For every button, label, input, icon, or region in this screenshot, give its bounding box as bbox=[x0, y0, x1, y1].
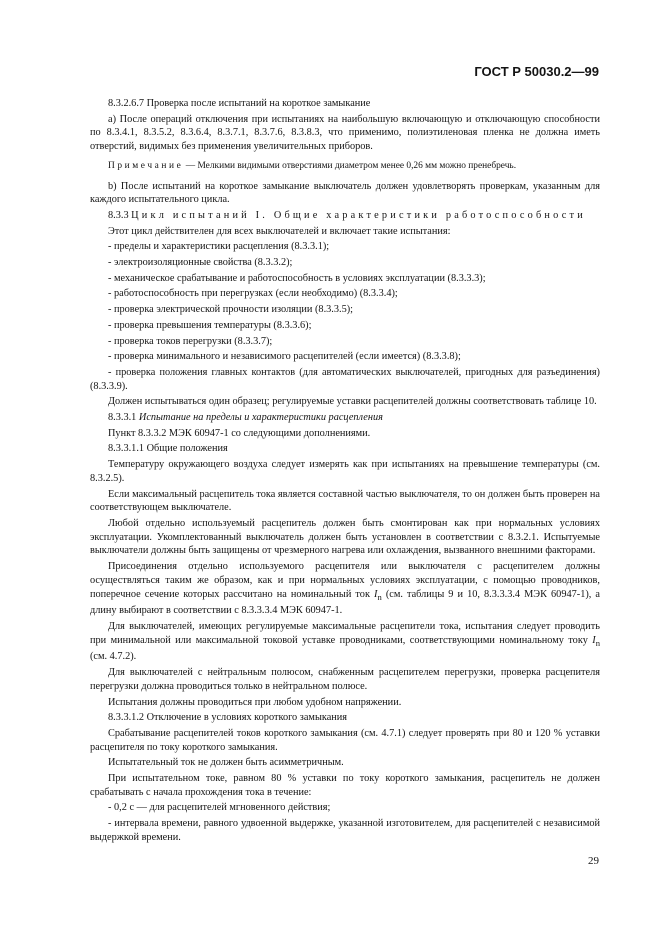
list-item: - 0,2 с — для расцепителей мгновенного действия; bbox=[108, 802, 331, 814]
list-item: - работоспособность при перегрузках (если необходимо) (8.3.3.4); bbox=[108, 288, 398, 300]
document-body bbox=[90, 97, 600, 847]
section-heading: 8.3.2.6.7 Проверка после испытаний на короткое замыкание bbox=[108, 98, 371, 109]
paragraph: Для выключателей, имеющих регулируемые максимальные расцепители тока, испытания следует проводить при минимальной или максимальной токовой уставке проводниками, соответствующими номинальному току $I_n$ (см. 4.7.2). bbox=[90, 620, 600, 663]
section-heading: 8.3.3.1.2 Отключение в условиях короткого замыкания bbox=[108, 712, 348, 724]
list-item: - интервала времени, равного удвоенной выдержке, указанной изготовителем, для расцепителей с независимой выдержкой времени. bbox=[90, 818, 600, 843]
paragraph: Любой отдельно используемый расцепитель должен быть смонтирован как при нормальных условиях эксплуатации. Укомплектованный выключатель должен быть установлен в соответствии с 8.3.2.1. Испытуемые выключатели должны быть защищены от чрезмерного нагрева или охлаждения, вызванного внешними факторами. bbox=[90, 517, 600, 557]
list-item: - проверка положения главных контактов (для автоматических выключателей, пригодных для разъединения) (8.3.3.9). bbox=[90, 366, 600, 392]
section-title: Испытание на пределы и характеристики расцепления bbox=[138, 412, 383, 424]
paragraph: Должен испытываться один образец; регулируемые уставки расцепителей должны соответствовать таблице 10. bbox=[108, 396, 597, 408]
current-symbol: I bbox=[592, 634, 596, 646]
list-item: - проверка токов перегрузки (8.3.3.7); bbox=[108, 335, 273, 347]
paragraph: Этот цикл действителен для всех выключателей и включает такие испытания: bbox=[108, 225, 451, 237]
list-item: - проверка минимального и независимого расцепителей (если имеется) (8.3.3.8); bbox=[108, 351, 461, 363]
section-heading bbox=[90, 411, 600, 425]
current-subscript: n bbox=[377, 591, 382, 602]
list-item: - проверка превышения температуры (8.3.3.6); bbox=[108, 319, 312, 331]
paragraph: Температуру окружающего воздуха следует измерять как при испытаниях на превышение температуры (см. 8.3.2.5). bbox=[90, 459, 600, 484]
section-number: 8.3.3.1 bbox=[108, 412, 137, 424]
note bbox=[90, 160, 600, 174]
note-text: — Мелкими видимыми отверстиями диаметром менее 0,26 мм можно пренебречь. bbox=[183, 160, 517, 171]
current-subscript: n bbox=[595, 637, 600, 648]
list-item: - проверка электрической прочности изоляции (8.3.3.5); bbox=[108, 304, 354, 316]
paragraph: При испытательном токе, равном 80 % уставки по току короткого замыкания, расцепитель не должен срабатывать с начала прохождения тока в течение: bbox=[90, 773, 600, 798]
paragraph: Пункт 8.3.3.2 МЭК 60947-1 со следующими дополнениями. bbox=[108, 427, 371, 439]
document-header: ГОСТ Р 50030.2—99 bbox=[474, 64, 599, 79]
section-heading bbox=[90, 209, 600, 223]
paragraph: a) После операций отключения при испытаниях на наибольшую включающую и отключающую способности по 8.3.4.1, 8.3.5.2, 8.3.6.4, 8.3.7.1, 8.3.7.6, 8.3.8.3, что применимо, полиэтиленовая пленка не должна иметь отверстий, видимых без применения увеличительных приборов. bbox=[90, 113, 600, 153]
paragraph: Срабатывание расцепителей токов короткого замыкания (см. 4.7.1) следует проверять при 80 и 120 % уставки расцепителя по току короткого замыкания. bbox=[90, 727, 600, 753]
list-item: - электроизоляционные свойства (8.3.3.2); bbox=[108, 257, 293, 269]
paragraph: Если максимальный расцепитель тока является составной частью выключателя, то он должен быть проверен на соответствующем выключателе. bbox=[90, 488, 600, 514]
section-heading: 8.3.3.1.1 Общие положения bbox=[108, 443, 228, 455]
page-number: 29 bbox=[588, 855, 599, 867]
section-number: 8.3.3 bbox=[108, 209, 129, 221]
paragraph: Испытания должны проводиться при любом удобном напряжении. bbox=[108, 696, 402, 708]
paragraph: Для выключателей с нейтральным полюсом, снабженным расцепителем перегрузки, проверка расцепителя перегрузки должна проводиться только в нейтральном полюсе. bbox=[90, 667, 600, 692]
paragraph: Присоединения отдельно используемого расцепителя или выключателя с расцепителем должны осуществляться таким же образом, как и при нормальных условиях эксплуатации, с помощью проводников, поперечное сечение которых рассчитано на номинальный ток $I_n$ (см. таблицы 9 и 10, 8.3.3.3.4 МЭК 60947-1), а длину выбирают в соответствии с 8.3.3.3.4 МЭК 60947-1. bbox=[90, 561, 600, 617]
list-item: - механическое срабатывание и работоспособность в условиях эксплуатации (8.3.3.3); bbox=[108, 272, 486, 284]
list-item: - пределы и характеристики расцепления (8.3.3.1); bbox=[108, 241, 330, 253]
current-symbol: I bbox=[374, 588, 378, 600]
section-title: Цикл испытаний I. Общие характеристики работоспособности bbox=[131, 209, 586, 221]
note-label: Примечание bbox=[108, 160, 184, 171]
paragraph: b) После испытаний на короткое замыкание выключатель должен удовлетворять проверкам, указанным для каждого испытательного цикла. bbox=[90, 180, 600, 206]
paragraph: Испытательный ток не должен быть асимметричным. bbox=[108, 757, 344, 769]
